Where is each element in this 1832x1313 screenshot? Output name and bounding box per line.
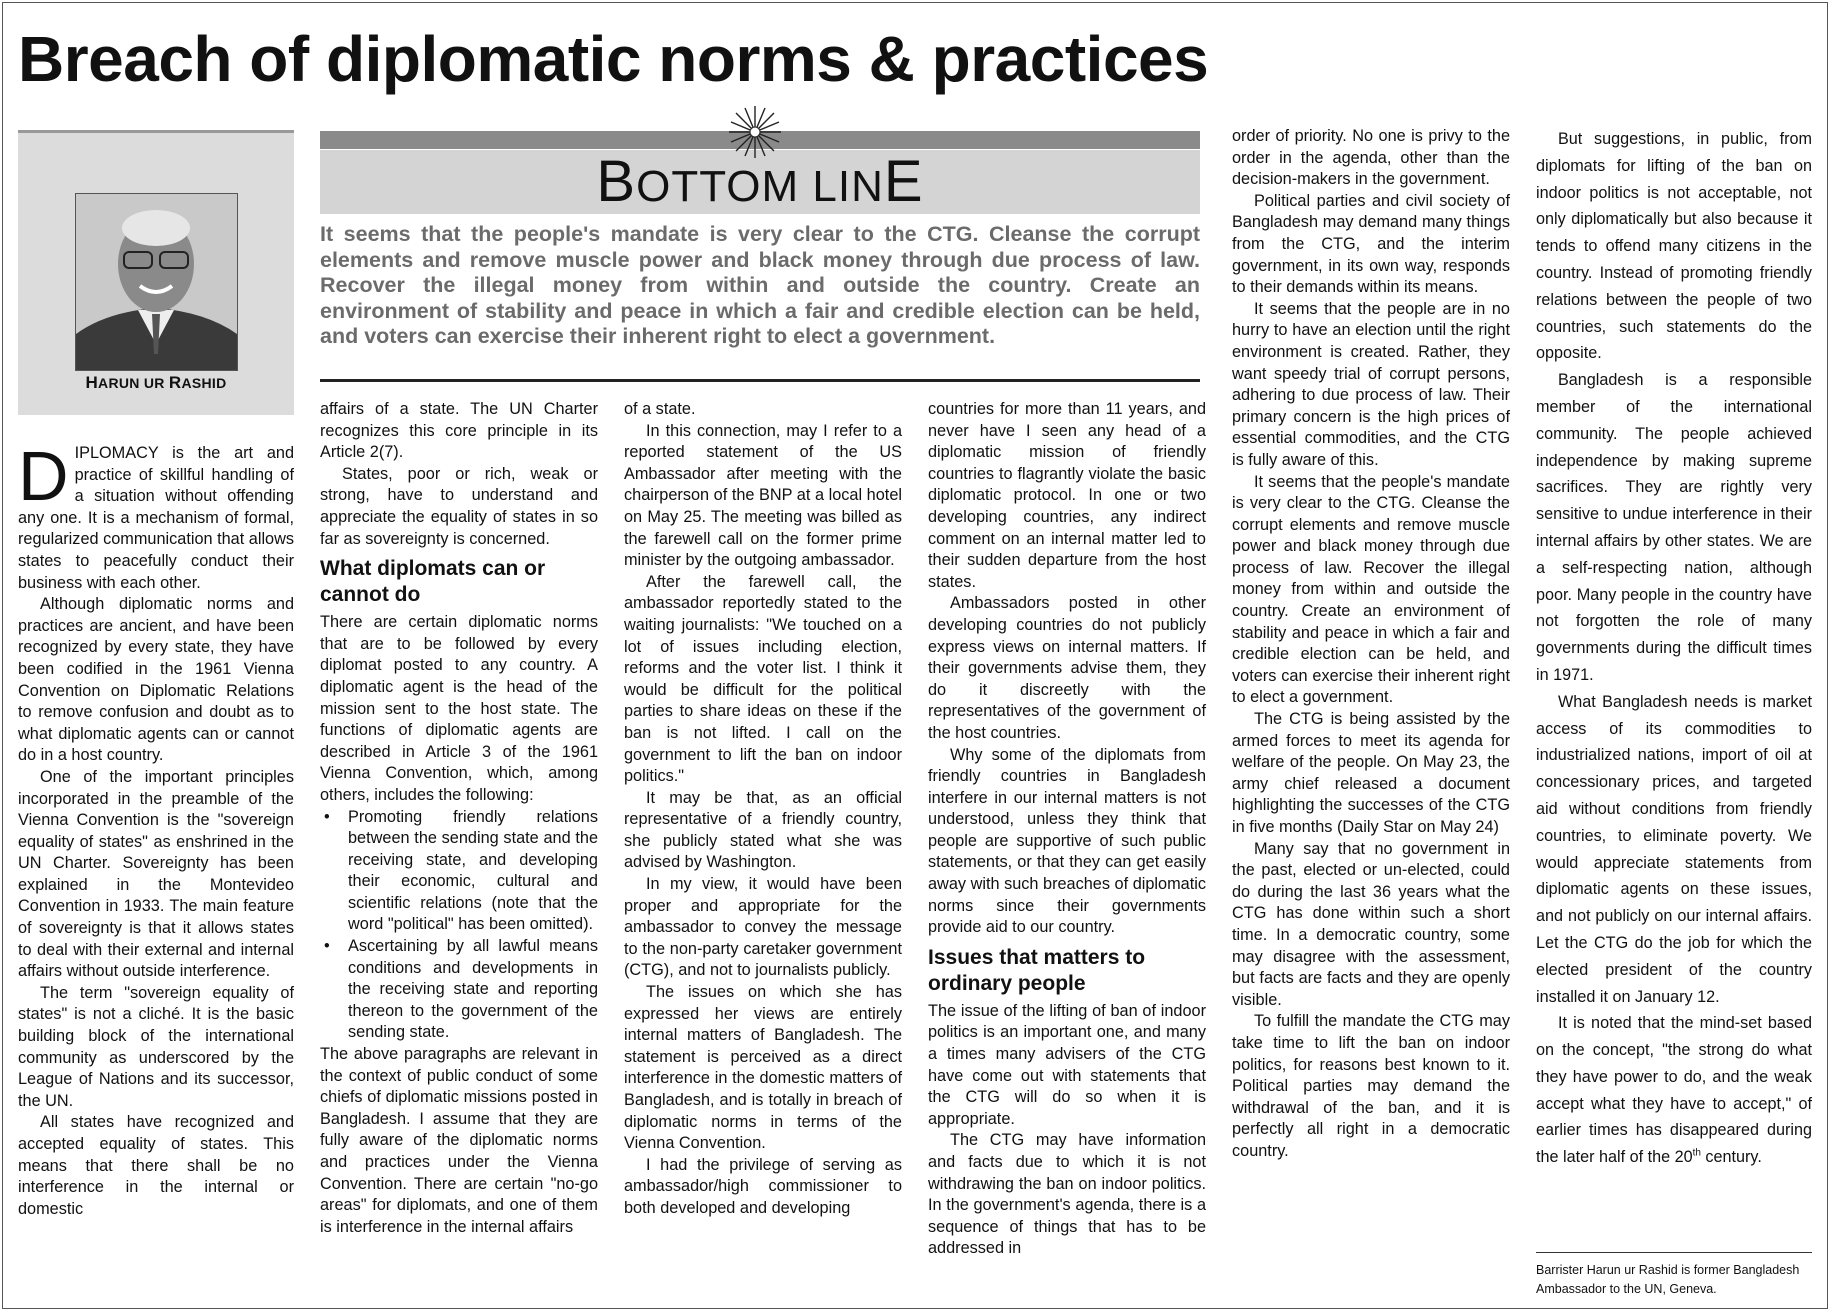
- paragraph: To fulfill the mandate the CTG may take time to lift the ban on indoor politics, for reasons best known to it. Political parties may demand the withdrawal of the ban, and it is perfectly all right in a democratic country.: [1232, 1012, 1510, 1160]
- column-4: [928, 399, 1206, 1260]
- paragraph: affairs of a state. The UN Charter recognizes this core principle in its Article 2(7).: [320, 400, 598, 462]
- paragraph: It seems that the people are in no hurry to have an election until the right environment is created. Rather, they want speedy trial of corrupt persons, adhering to due process of law. Their primary concern is the high prices of essential commodities, and the CTG is fully aware of this.: [1232, 299, 1510, 469]
- paragraph: The issue of the lifting of ban of indoor politics is an important one, and many a times many advisers of the CTG have come out with statements that the CTG will do so when it is appropriate.: [928, 1001, 1206, 1128]
- lede-rule: [320, 379, 1200, 382]
- paragraph: Why some of the diplomats from friendly countries in Bangladesh interfere in our internal matters is not understood, unless they think that people are supportive of such public statements, or that they can get easily away with such breaches of diplomatic norms since their governments provide aid to our country.: [928, 745, 1206, 937]
- paragraph: It may be that, as an official representative of a friendly country, she publicly stated what she was advised by Washington.: [624, 788, 902, 872]
- column-5: [1232, 126, 1510, 1163]
- paragraph: Although diplomatic norms and practices are ancient, and have been recognized by every state, they have been codified in the 1961 Vienna Convention on Diplomatic Relations to remove confusion and doubt as to what diplomatic agents can or cannot do in a host country.: [18, 595, 294, 765]
- lede: It seems that the people's mandate is very clear to the CTG. Cleanse the corrupt elements and remove muscle power and black money through due process of law. Recover the illegal money from within and outside the country. Create an environment of stability and peace in which a fair and credible election can be held, and voters can exercise their inherent right to elect a government.: [320, 222, 1200, 348]
- paragraph: I had the privilege of serving as ambassador/high commissioner to both developed and developing: [624, 1155, 902, 1217]
- drop-cap: D: [18, 437, 69, 515]
- paragraph: of a state.: [624, 400, 696, 418]
- paragraph: The term "sovereign equality of states" is not a cliché. It is the basic building block of the international community as underscored by the League of Nations and its successor, the UN.: [18, 983, 294, 1110]
- paragraph: order of priority. No one is privy to the order in the agenda, other than the decision-makers in the government.: [1232, 127, 1510, 189]
- subheading: Issues that matters to ordinary people: [928, 945, 1146, 995]
- column-2: [320, 399, 598, 1238]
- bottom-line-title: BOTTOM LINE: [320, 150, 1200, 214]
- paragraph: It is noted that the mind-set based on the concept, "the strong do what they have power to do, and the weak accept what they have to accept," of earlier times has disappeared during the later half of the 20th century.: [1536, 1014, 1812, 1167]
- bullet-list: [320, 807, 598, 1045]
- author-name: HARUN UR RASHID: [85, 373, 227, 392]
- paragraph: After the farewell call, the ambassador reportedly stated to the waiting journalists: "We touched on a lot of issues including election, reforms and the voter list. I think it would be difficult for the political parties to share ideas on these if the ban is not lifted. I call on the government to lift the ban on indoor politics.": [624, 572, 902, 786]
- list-item: • Ascertaining by all lawful means conditions and developments in the receiving state and reporting thereon to the government of the sending state.: [320, 936, 598, 1044]
- paragraph: What Bangladesh needs is market access of its commodities to industrialized nations, import of oil at concessionary prices, and targeted aid without conditions from friendly countries, to eliminate poverty. We would appreciate statements from diplomatic agents on these issues, and not publicly on our internal affairs. Let the CTG do the job for which the elected president of the country installed it on January 12.: [1536, 692, 1812, 1006]
- list-item: • Promoting friendly relations between the sending state and the receiving state, and developing their economic, cultural and scientific relations (note that the word "political" has been omitted).: [320, 807, 598, 937]
- paragraph: countries for more than 11 years, and never have I seen any head of a diplomatic mission of friendly countries to flagrantly violate the basic diplomatic protocol. In one or two developing countries, any indirect comment on an internal matter led to their sudden departure from the host states.: [928, 400, 1206, 591]
- headline: Breach of diplomatic norms & practices: [18, 23, 1209, 95]
- paragraph: All states have recognized and accepted equality of states. This means that there shall be no interference in the internal or domestic: [18, 1113, 294, 1218]
- paragraph: There are certain diplomatic norms that are to be followed by every diplomat posted to any country. A diplomatic agent is the head of the mission sent to the host state. The functions of diplomatic agents are described in Article 3 of the 1961 Vienna Convention, which, among others, includes the following:: [320, 613, 598, 804]
- paragraph: The CTG is being assisted by the armed forces to meet its agenda for welfare of the people. On May 23, the army chief released a document highlighting the successes of the CTG in five months (Daily Star on May 24): [1232, 710, 1510, 836]
- subheading: What diplomats can or cannot do: [320, 557, 546, 607]
- paragraph: Bangladesh is a responsible member of the international community. The people achieved independence by making supreme sacrifices. They are rightly very sensitive to undue interference in their internal affairs by other states. We are a self-respecting nation, although poor. Many people in the country have not forgotten the role of many governments during the difficult times in 1971.: [1536, 371, 1812, 684]
- column-1: [18, 437, 295, 1220]
- paragraph: Ambassadors posted in other developing countries do not publicly express views on internal matters. If their governments advise them, they do it discreetly with the representatives of the government of the host countries.: [928, 594, 1206, 742]
- paragraph: In this connection, may I refer to a reported statement of the US Ambassador after meeting with the chairperson of the BNP at a local hotel on May 25. The meeting was billed as the farewell call on the former prime minister by the outgoing ambassador.: [624, 421, 902, 570]
- paragraph: The CTG may have information and facts due to which it is not withdrawing the ban on indoor politics. In the government's agenda, there is a sequence of things that has to be addressed in: [928, 1131, 1206, 1258]
- author-footnote: Barrister Harun ur Rashid is former Bangladesh Ambassador to the UN, Geneva.: [1536, 1252, 1812, 1299]
- paragraph: Political parties and civil society of Bangladesh may demand many things from the CTG, and the interim government, in its own way, responds to their demands within its means.: [1232, 191, 1510, 297]
- paragraph: In my view, it would have been proper and appropriate for the ambassador to convey the message to the non-party caretaker government (CTG), and not to journalists publicly.: [624, 875, 902, 980]
- paragraph: The issues on which she has expressed her views are entirely internal matters of Bangladesh. The statement is perceived as a direct interference in the domestic matters of Bangladesh, and is totally in breach of diplomatic norms in terms of the Vienna Convention.: [624, 983, 902, 1153]
- column-6: [1536, 126, 1812, 1171]
- paragraph: States, poor or rich, weak or strong, have to understand and appreciate the equality of states in so far as sovereignty is concerned.: [320, 464, 598, 548]
- author-box: [18, 130, 294, 415]
- paragraph: It seems that the people's mandate is very clear to the CTG. Cleanse the corrupt elements and remove muscle power and black money through due process of law. Recover the illegal money from within and outside the country. Create an environment of stability and peace in which a fair and credible election can be held, and voters can exercise their inherent right to elect a government.: [1232, 472, 1510, 707]
- star-burst-icon: [727, 104, 783, 160]
- paragraph: DIPLOMACY is the art and practice of skillful handling of a situation without offending any one. It is a mechanism of formal, regularized communication that allows states to peacefully conduct their business with each other.: [18, 437, 295, 592]
- paragraph: The above paragraphs are relevant in the context of public conduct of some chiefs of diplomatic missions posted in Bangladesh. I assume that they are fully aware of the diplomatic norms and practices under the Vienna Convention. There are certain "no-go areas" for diplomats, and one of them is interference in the internal affairs: [320, 1045, 598, 1236]
- column-3: [624, 399, 902, 1220]
- author-photo: [75, 193, 238, 371]
- paragraph: But suggestions, in public, from diplomats for lifting of the ban on indoor politics is not acceptable, not only diplomatically but also because it tends to offend many citizens in the country. Instead of promoting friendly relations between the people of two countries, such statements do the opposite.: [1536, 130, 1812, 363]
- paragraph: One of the important principles incorporated in the preamble of the Vienna Convention is the "sovereign equality of states" as enshrined in the UN Charter. Sovereignty has been explained in the Montevideo Convention in 1933. The main feature of sovereignty is that it allows states to deal with their external and internal affairs without outside interference.: [18, 767, 294, 981]
- paragraph: Many say that no government in the past, elected or un-elected, could do during the last 36 years what the CTG has done within such a short time. In a democratic country, some may disagree with the assessment, but facts are facts and they are openly visible.: [1232, 839, 1510, 1009]
